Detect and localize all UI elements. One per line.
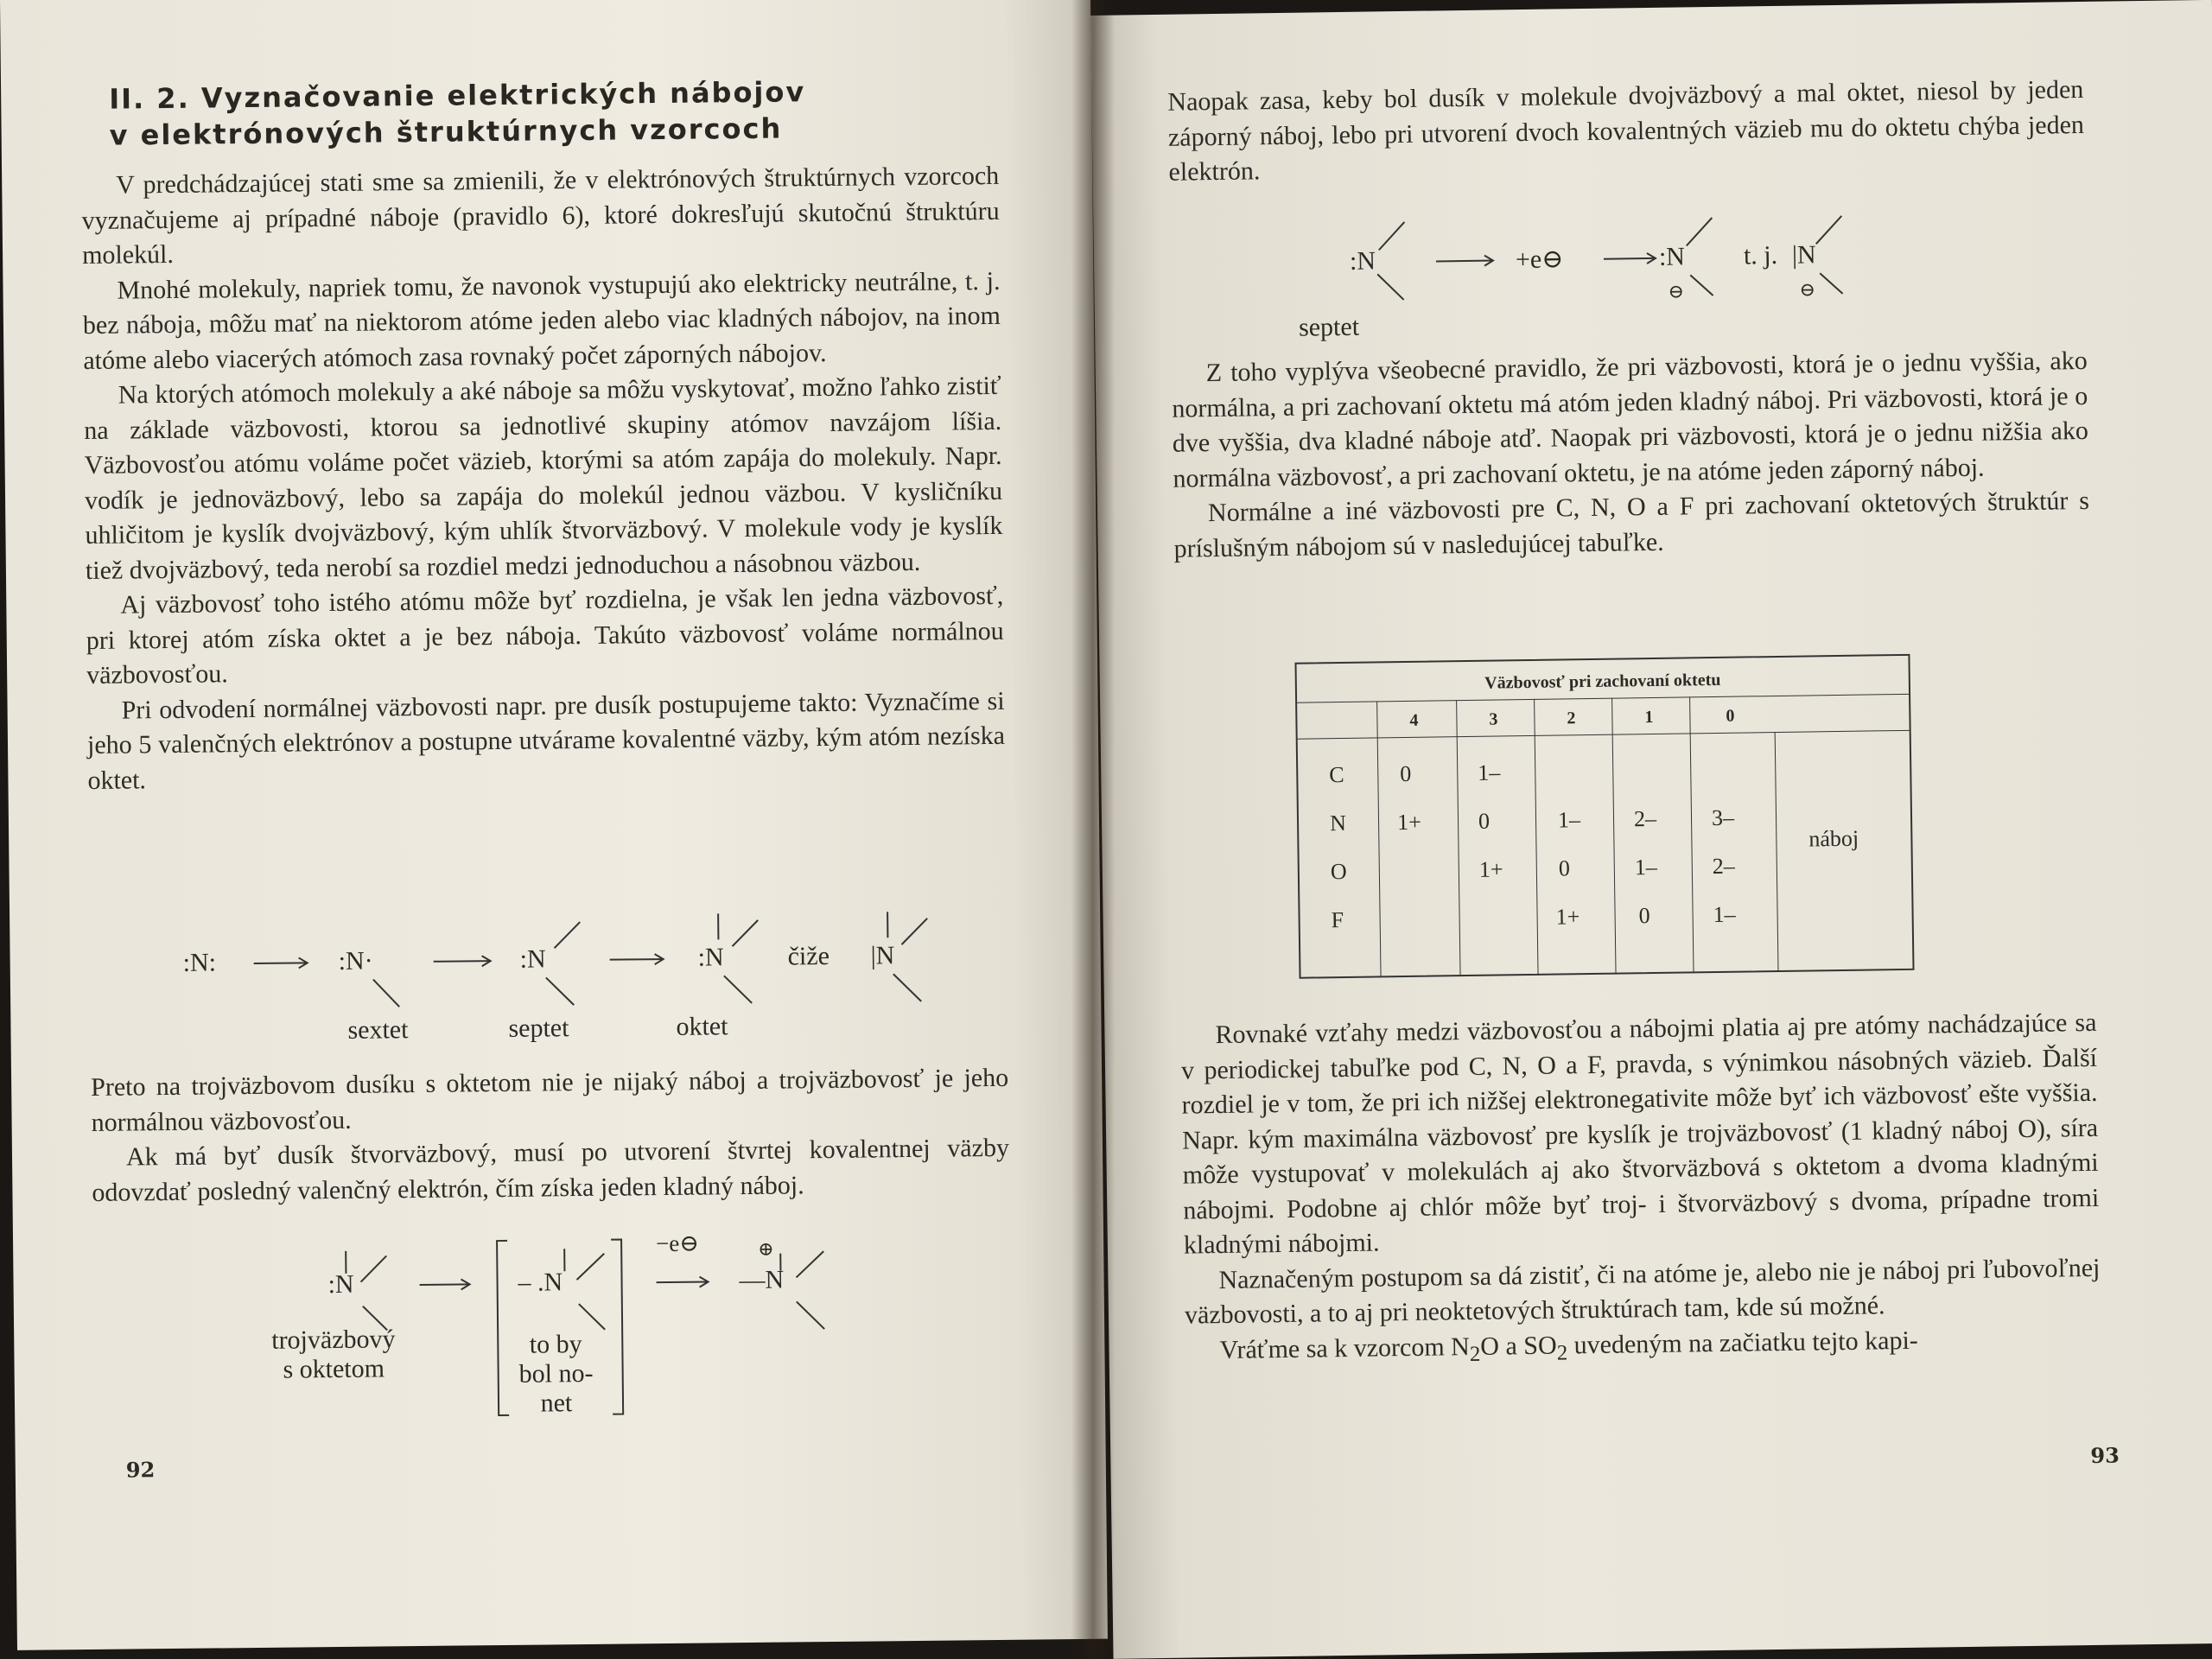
table-caption: Väzbovosť pri zachovaní oktetu (1484, 670, 1721, 693)
formula-n-three-bonds: :N (697, 943, 724, 972)
paragraph: Rovnaké vzťahy medzi väzbovosťou a nábojmi platia aj pre atómy nachádzajúce sa v periodickej tabuľke pod C, N, O a F, pravda, s výnimkou násobných väzieb. Ďalší rozdiel je v tom, že pri ich nižšej elektronegativite môže byť ich väzbovosť ešte vyššia. Napr. kým maximálna väzbovosť pre kyslík je trojväzbovosť (1 kladný náboj O), síra môže vystupovať v molekulách aj ako štvorväzbová s oktetom a dvoma kladnými nábojmi. Podobne aj chlór môže byť troj- i štvorväzbový s dvoma, prípadne tromi kladnými nábojmi. (1180, 1007, 2100, 1260)
formula-n-divalent: :N (1349, 246, 1376, 276)
tetravalent-nitrogen-scheme (13, 1226, 1105, 1427)
table-rule (1534, 699, 1538, 976)
right-body-text-2 (1180, 1006, 2101, 1376)
table-rule (1775, 732, 1779, 972)
paragraph: Z toho vyplýva všeobecné pravidlo, že pri väzbovosti, ktorá je o jednu vyššia, ako normálna, a pri zachovaní oktetu má atóm jeden kladný náboj. Pri väzbovosti, ktorá je o dve vyššia, dva kladné náboje atď. Naopak pri väzbovosti, ktorá je o jednu nižšia ako normálna väzbovosť, a pri zachovaní oktetu, je na atóme jeden záporný náboj. (1172, 346, 2089, 493)
subscript: 2 (1469, 1342, 1481, 1366)
table-cell: 2– (1712, 853, 1736, 880)
label-line: bol no- (518, 1358, 594, 1389)
side-label-charge: náboj (1808, 825, 1859, 852)
label-line: trojväzbový (271, 1325, 396, 1355)
negative-charge: ⊖ (1668, 280, 1685, 302)
text-span: O a SO (1480, 1331, 1557, 1361)
paragraph: Normálne a iné väzbovosti pre C, N, O a F pri zachovaní oktetových štruktúr s príslušným nábojom sú v nasledujúcej tabuľke. (1173, 486, 2090, 563)
right-top-text (1167, 73, 2085, 190)
valence-table (1294, 654, 1914, 979)
table-rule (1611, 698, 1616, 975)
paragraph: Preto na trojväzbovom dusíku s oktetom nie je nijaký náboj a trojväzbovosť je jeho normálnou väzbovosťou. (91, 1063, 1009, 1137)
col-header: 1 (1644, 707, 1654, 728)
left-body-text (81, 159, 1006, 798)
paragraph: Naopak zasa, keby bol dusík v molekule dvojväzbový a mal oktet, niesol by jeden záporný náboj, lebo pri utvorení dvoch kovalentných väzieb mu do oktetu chýba jeden elektrón. (1167, 74, 2085, 187)
table-cell: 0 (1478, 808, 1491, 834)
formula-n-anion-lone: |N (1791, 240, 1816, 270)
paragraph: Aj väzbovosť toho istého atómu môže byť rozdielna, je však len jedna väzbovosť, pri ktorej atóm získa oktet a je bez náboja. Takúto väzbovosť voláme normálnou väzbovosťou. (86, 581, 1004, 690)
paragraph: Pri odvodení normálnej väzbovosti napr. pre dusík postupujeme takto: Vyznačíme si jeho 5 valenčných elektrónov a postupne utvárame kovalentné väzby, kým atóm nezíska oktet. (86, 686, 1006, 795)
table-cell: 1– (1478, 760, 1501, 785)
row-atom: F (1331, 907, 1344, 933)
table-rule (1689, 696, 1694, 973)
positive-charge: ⊕ (758, 1237, 774, 1260)
table-rule (1456, 700, 1460, 976)
label-septet: septet (508, 1014, 569, 1043)
formula-n-free: :N: (182, 948, 217, 977)
label-line: to by (529, 1330, 582, 1359)
col-header: 2 (1567, 709, 1576, 728)
table-rule (1298, 730, 1910, 740)
table-cell: 0 (1558, 855, 1571, 881)
negative-charge: ⊖ (1799, 278, 1816, 301)
label-trivalent-octet (271, 1325, 396, 1384)
formula-n-two-bonds: :N (519, 944, 546, 974)
word-cize: čiže (787, 942, 830, 971)
label-septet: septet (1298, 312, 1360, 342)
section-heading (109, 73, 887, 153)
label-sextet: sextet (347, 1015, 409, 1045)
page-number-right: 93 (2090, 1442, 2120, 1469)
row-atom: C (1329, 761, 1344, 788)
col-header: 4 (1409, 710, 1419, 730)
paragraph: Mnohé molekuly, napriek tomu, že navonok vystupujú ako elektricky neutrálne, t. j. bez náboja, môžu mať na niektorom atóme jeden alebo viac kladných nábojov, na inom atóme alebo viacerých atómoch zasa rovnaký počet záporných nábojov. (82, 266, 1001, 375)
label-line: net (540, 1389, 573, 1418)
plus-electron: +e⊖ (1515, 245, 1564, 275)
paragraph: Ak má byť dusík štvorväzbový, musí po utvorení štvrtej kovalentnej väzby odovzdať posledný valenčný elektrón, čím získa jeden kladný náboj. (92, 1133, 1010, 1207)
paragraph: V predchádzajúcej stati sme sa zmienili, že v elektrónových štruktúrnych vzorcoch vyznačujeme aj prípadné náboje (pravidlo 6), ktoré dokresľujú skutočnú štruktúru molekúl. (81, 161, 1000, 270)
table-cell: 0 (1400, 760, 1412, 787)
table-cell: 1+ (1396, 809, 1421, 836)
paragraph: Naznačeným postupom sa dá zistiť, či na atóme je, alebo nie je náboj pri ľubovoľnej väzbovosti, a to aj pri neoktetových štruktúrach tam, kde sú možné. (1184, 1253, 2101, 1330)
minus-electron: −e⊖ (655, 1230, 700, 1257)
table-cell: 1– (1713, 901, 1736, 928)
heading-line-2: v elektrónových štruktúrnych vzorcoch (109, 111, 783, 152)
text-span: uvedeným na začiatku tejto kapi- (1567, 1325, 1919, 1359)
formula-n-lone-pair: |N (870, 941, 895, 970)
word-tj: t. j. (1743, 240, 1778, 270)
subscript: 2 (1556, 1340, 1568, 1365)
page-number-left: 92 (125, 1457, 156, 1483)
table-rule (1297, 694, 1909, 703)
col-header: 3 (1489, 709, 1498, 729)
scheme-bonds-3 (1093, 190, 2212, 353)
left-page (0, 0, 1108, 1650)
col-header: 0 (1726, 706, 1735, 726)
text-span: Vráťme sa k vzorcom N (1219, 1332, 1471, 1364)
table-cell: 1– (1634, 854, 1658, 880)
right-page (1090, 0, 2212, 1659)
formula-n-tetravalent: —N (739, 1265, 785, 1295)
row-atom: N (1329, 810, 1347, 836)
heading-line-1: II. 2. Vyznačovanie elektrických nábojov (109, 75, 806, 116)
formula-n-trivalent: :N (327, 1269, 354, 1300)
table-cell: 1+ (1555, 904, 1580, 930)
formula-n-anion: :N (1658, 242, 1686, 271)
table-rule (1376, 701, 1381, 977)
label-would-be-nonet (518, 1330, 594, 1419)
label-oktet: oktet (676, 1012, 728, 1041)
paragraph: Na ktorých atómoch molekuly a aké náboje sa môžu vyskytovať, možno ľahko zistiť na základe väzbovosti, ktorou sa jednotlivé skupiny atómov navzájom líšia. Väzbovosťou atómu voláme počet väzieb, ktorými sa atóm zapája do molekuly. Napr. vodík je jednoväzbový, lebo sa zapája do molekúl jednou väzbou. V kysličníku uhličitom je kyslík dvojväzbový, kým uhlík štvorväzbový. V molekule vody je kyslík tiež dvojväzbový, teda nerobí sa rozdiel medzi jednoduchou a násobnou väzbou. (84, 371, 1003, 585)
table-cell: 1+ (1478, 856, 1503, 882)
table-cell: 0 (1638, 903, 1650, 929)
book-gutter (1071, 0, 1115, 1659)
row-atom: O (1330, 858, 1347, 885)
nitrogen-valence-scheme (10, 905, 1102, 1054)
label-line: s oktetom (283, 1354, 385, 1384)
table-cell: 1– (1557, 807, 1581, 833)
right-body-text (1172, 344, 2090, 567)
divalent-nitrogen-scheme (1093, 190, 2212, 353)
formula-n-nonet: – .N (518, 1268, 563, 1297)
table-cell: 3– (1711, 804, 1735, 831)
left-body-text-2 (91, 1061, 1010, 1211)
formula-n-one-bond: :N· (338, 946, 373, 976)
table-cell: 2– (1633, 805, 1657, 832)
